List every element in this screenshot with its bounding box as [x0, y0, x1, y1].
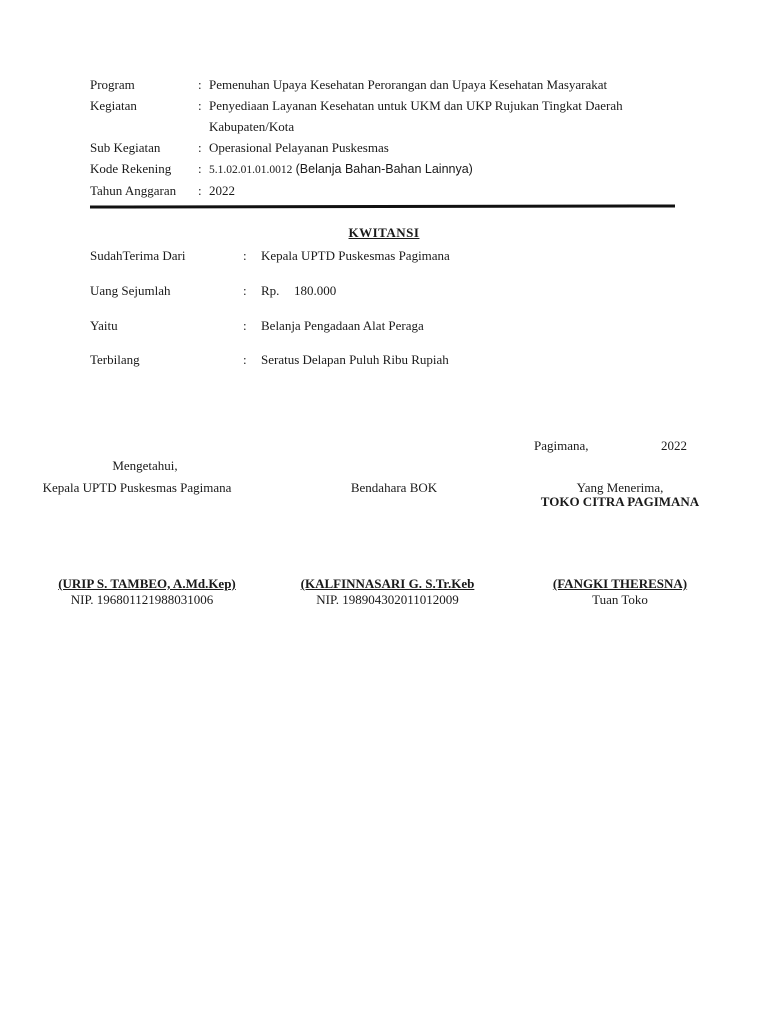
header-divider [90, 204, 675, 208]
subkegiatan-value: Operasional Pelayanan Puskesmas [209, 140, 389, 155]
kegiatan-value-line2: Kabupaten/Kota [209, 119, 295, 134]
from-value: Kepala UPTD Puskesmas Pagimana [261, 248, 450, 263]
from-colon: : [243, 248, 247, 263]
left-signer-nip: NIP. 196801121988031006 [70, 592, 214, 607]
subkegiatan-label: Sub Kegiatan [90, 140, 161, 155]
purpose-value: Belanja Pengadaan Alat Peraga [261, 318, 424, 333]
right-caption-1: Yang Menerima, [576, 480, 664, 495]
purpose-colon: : [243, 318, 247, 333]
program-colon: : [198, 77, 202, 92]
from-label: SudahTerima Dari [90, 248, 186, 263]
kode-value [209, 161, 473, 177]
left-signer-name: (URIP S. TAMBEO, A.Md.Kep) [58, 576, 236, 591]
kegiatan-value-line1: Penyediaan Layanan Kesehatan untuk UKM dan UKP Rujukan Tingkat Daerah [209, 98, 623, 113]
right-caption-2: TOKO CITRA PAGIMANA [540, 494, 700, 509]
amount-label: Uang Sejumlah [90, 283, 171, 298]
tahun-colon: : [198, 183, 202, 198]
kode-number: 5.1.02.01.01.0012 [209, 164, 293, 176]
middle-signer-name: (KALFINNASARI G. S.Tr.Keb [300, 576, 475, 591]
kegiatan-colon: : [198, 98, 202, 113]
kode-colon: : [198, 161, 202, 176]
middle-signer-nip: NIP. 198904302011012009 [316, 592, 459, 607]
amount-value: 180.000 [294, 283, 337, 298]
left-caption-2: Kepala UPTD Puskesmas Pagimana [42, 480, 232, 495]
program-value: Pemenuhan Upaya Kesehatan Perorangan dan Upaya Kesehatan Masyarakat [209, 77, 608, 92]
words-colon: : [243, 352, 247, 367]
place-text: Pagimana, [534, 438, 589, 453]
program-label: Program [90, 77, 135, 92]
date-year: 2022 [661, 438, 687, 453]
tahun-value: 2022 [209, 183, 235, 198]
left-caption-1: Mengetahui, [112, 458, 178, 473]
words-label: Terbilang [90, 352, 140, 367]
purpose-label: Yaitu [90, 318, 118, 333]
amount-currency: Rp. [261, 283, 280, 298]
right-signer-name: (FANGKI THERESNA) [552, 576, 688, 591]
receipt-title: KWITANSI [348, 225, 420, 240]
subkegiatan-colon: : [198, 140, 202, 155]
words-value: Seratus Delapan Puluh Ribu Rupiah [261, 352, 449, 367]
amount-colon: : [243, 283, 247, 298]
kode-desc: (Belanja Bahan-Bahan Lainnya) [295, 162, 473, 176]
kegiatan-label: Kegiatan [90, 98, 137, 113]
right-signer-role: Tuan Toko [592, 592, 648, 607]
tahun-label: Tahun Anggaran [90, 183, 177, 198]
kode-label: Kode Rekening [90, 161, 172, 176]
middle-caption: Bendahara BOK [350, 480, 438, 495]
